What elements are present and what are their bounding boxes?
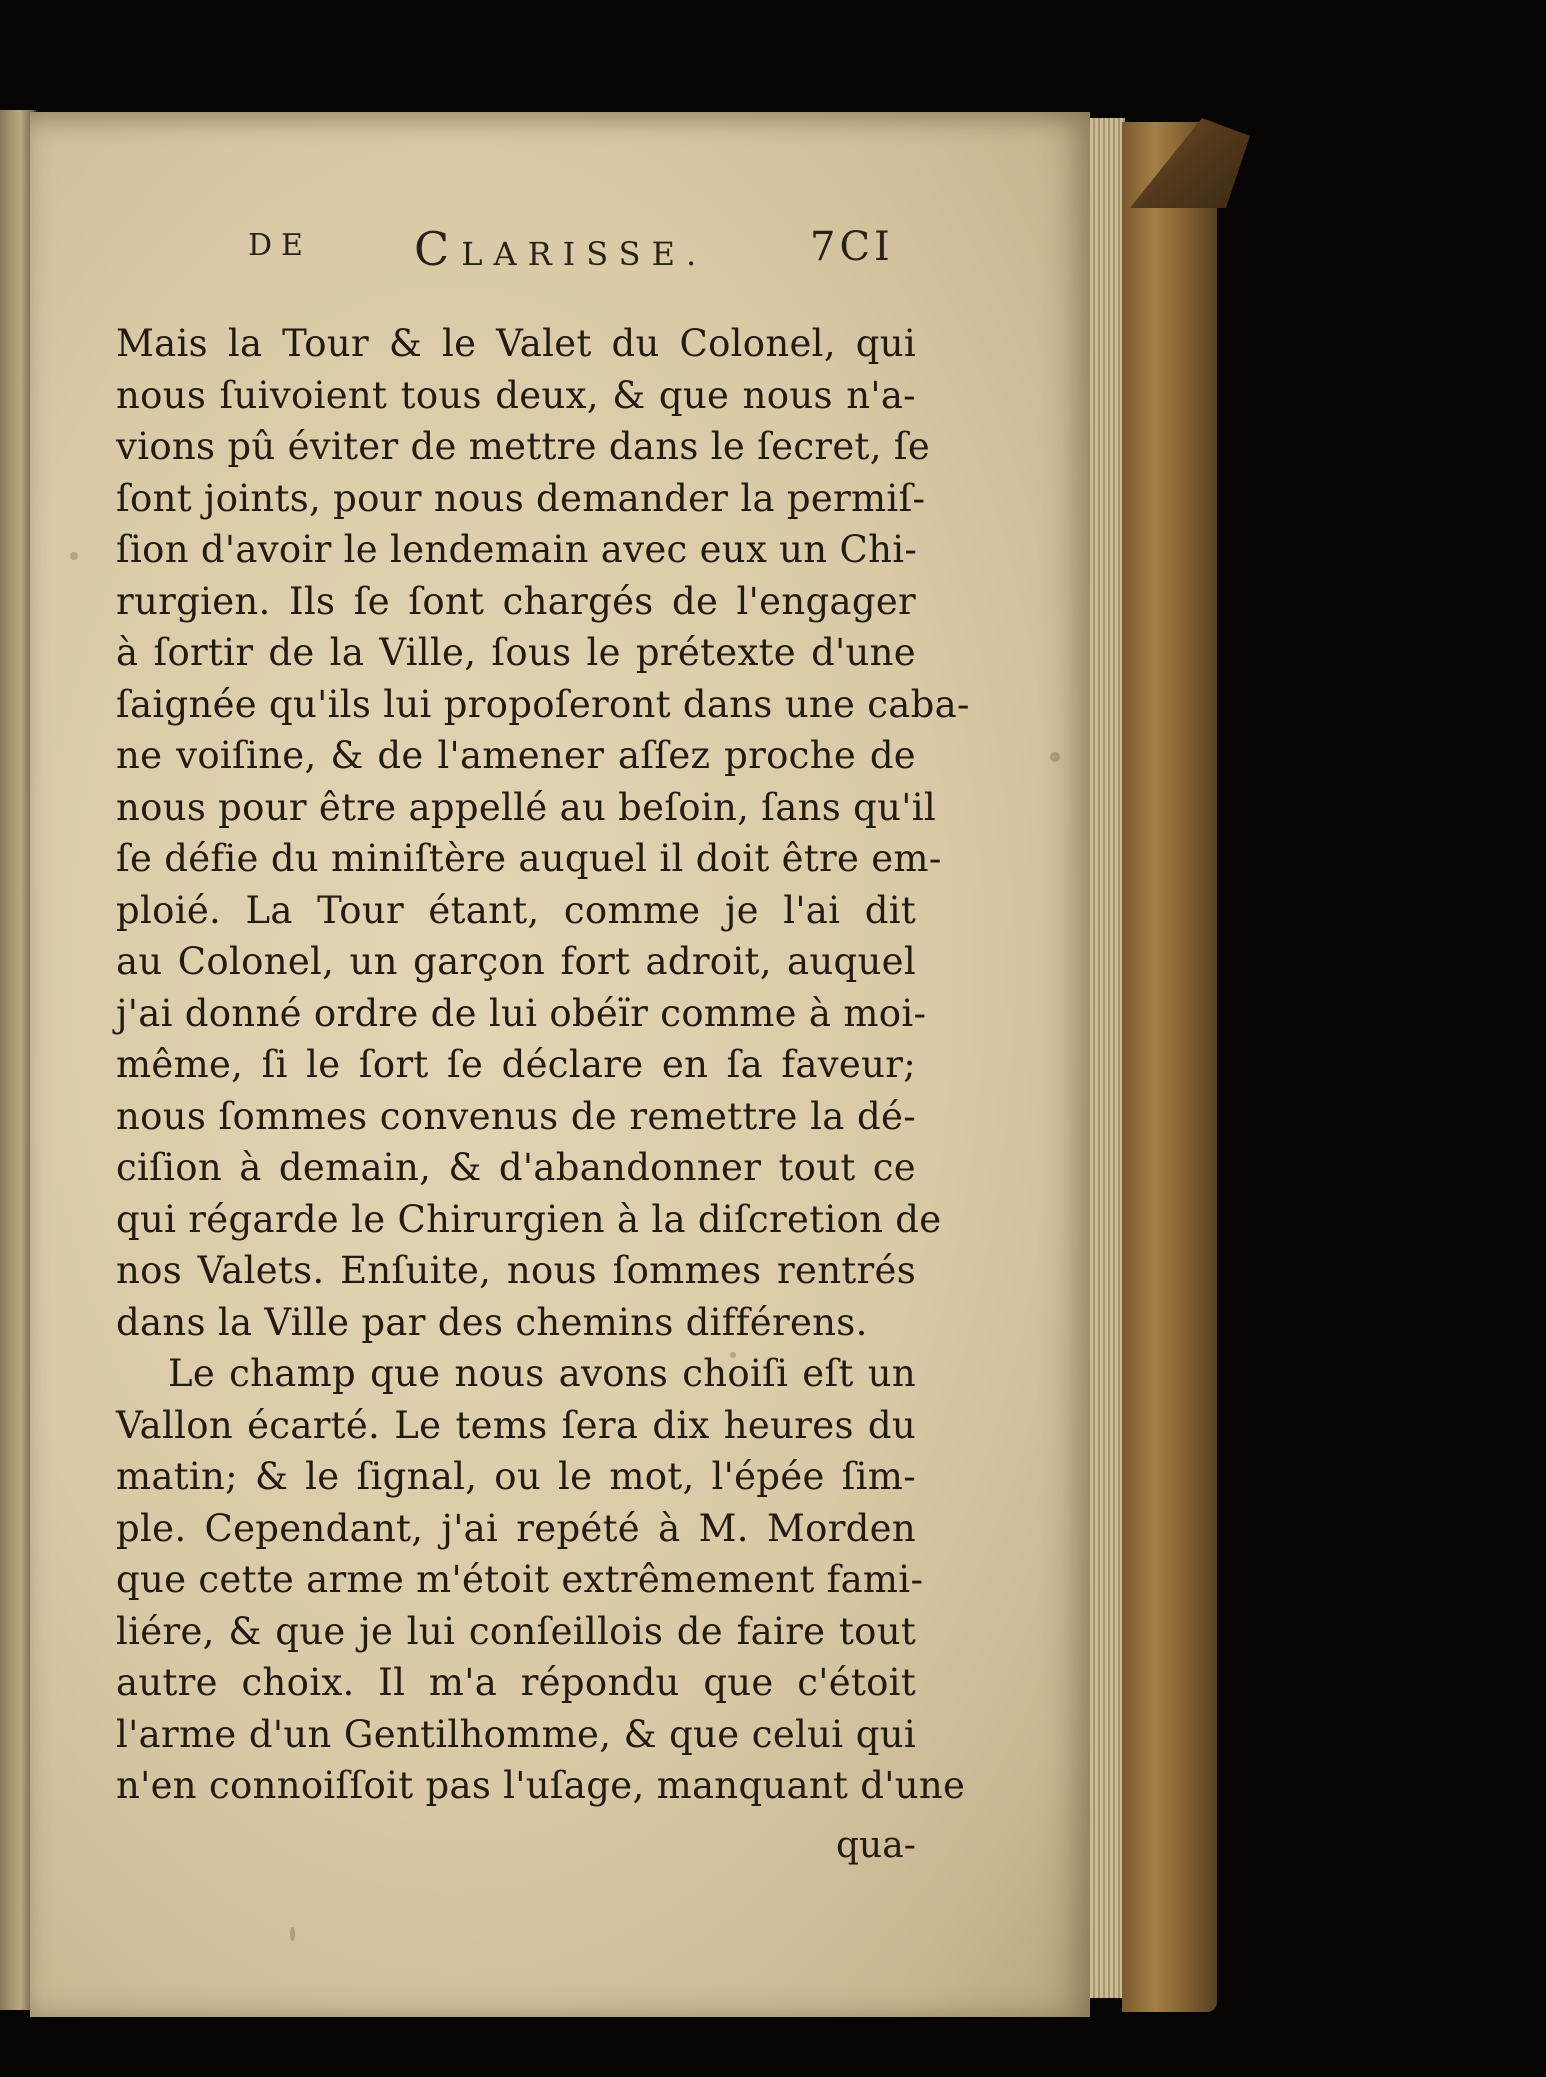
text-line: dans la Ville par des chemins différens. <box>116 1300 868 1344</box>
catchword: qua- <box>836 1825 916 1866</box>
text-line: ſaignée qu'ils lui propoſeront dans une caba- <box>116 682 970 726</box>
text-line: ciſion à demain, & d'abandonner tout ce <box>116 1146 916 1189</box>
text-line: autre choix. Il m'a répondu que c'étoit <box>116 1661 916 1704</box>
running-head-prefix: DE <box>248 228 312 263</box>
text-line: ple. Cependant, j'ai repété à M. Morden <box>116 1506 916 1550</box>
text-line: nous ſommes convenus de remettre la dé- <box>116 1094 916 1138</box>
running-head-title <box>414 222 707 276</box>
foxing-spot <box>70 552 78 560</box>
text-line: rurgien. Ils ſe ſont chargés de l'engager <box>116 579 916 623</box>
foxing-spot <box>1050 752 1060 762</box>
text-line: vions pû éviter de mettre dans le ſecret, ſe <box>116 425 931 468</box>
text-line: même, ſi le ſort ſe déclare en ſa faveur; <box>116 1043 916 1086</box>
book-cover-edge <box>1122 122 1217 2012</box>
text-line: Mais la Tour & le Valet du Colonel, qui <box>116 322 916 365</box>
text-line: ſont joints, pour nous demander la permiſ- <box>116 476 926 520</box>
text-line: Le champ que nous avons choiſi eſt un <box>168 1352 916 1395</box>
text-line: Vallon écarté. Le tems ſera dix heures du <box>116 1403 916 1447</box>
text-line: nos Valets. Enſuite, nous ſommes rentrés <box>116 1249 916 1292</box>
text-line: matin; & le ſignal, ou le mot, l'épée ſim- <box>116 1455 916 1498</box>
text-line: ſion d'avoir le lendemain avec eux un Chi- <box>116 528 918 571</box>
page-number: 7CI <box>810 224 894 270</box>
text-line: l'arme d'un Gentilhomme, & que celui qui <box>116 1712 916 1756</box>
text-line: n'en connoiſſoit pas l'uſage, manquant d'une <box>116 1764 966 1807</box>
text-line: ploié. La Tour étant, comme je l'ai dit <box>116 888 916 932</box>
body-text <box>116 318 970 1812</box>
text-line: nous ſuivoient tous deux, & que nous n'a- <box>116 373 916 417</box>
text-line: ne voiſine, & de l'amener aſſez proche de <box>116 734 916 777</box>
foxing-spot <box>290 1927 295 1941</box>
text-line: liére, & que je lui conſeillois de faire tout <box>116 1609 916 1653</box>
text-line: à ſortir de la Ville, ſous le prétexte d'une <box>116 631 916 674</box>
page-fore-edge <box>1085 118 1125 1998</box>
text-line: que cette arme m'étoit extrêmement fami- <box>116 1558 924 1601</box>
text-line: j'ai donné ordre de lui obéïr comme à moi- <box>116 991 927 1035</box>
running-head-title-rest: LARISSE. <box>461 235 708 273</box>
text-line: nous pour être appellé au beſoin, ſans qu'il <box>116 785 936 829</box>
running-head-title-initial: C <box>414 222 462 276</box>
text-line: ſe défie du miniſtère auquel il doit être em- <box>116 837 942 880</box>
text-line: qui régarde le Chirurgien à la diſcretion de <box>116 1197 942 1241</box>
text-line: au Colonel, un garçon fort adroit, auquel <box>116 940 916 983</box>
